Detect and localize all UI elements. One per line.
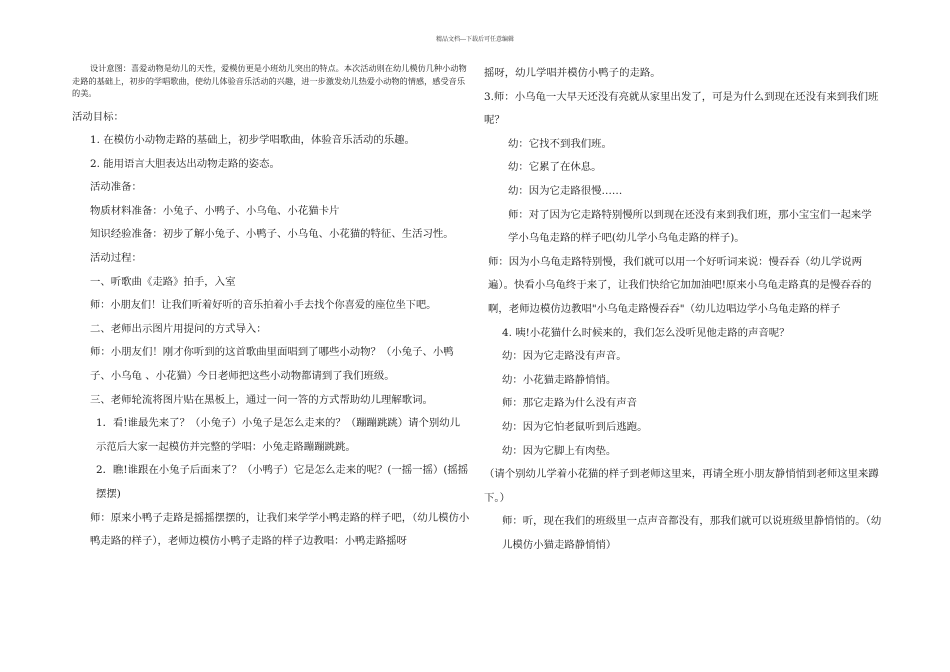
child-answer: 幼：因为它怕老鼠听到后逃跑。 — [502, 420, 648, 433]
duck-teacher-line: 师：原来小鸭子走路是摇摇摆摆的，让我们来学学小鸭走路的样子吧，（幼儿模仿小鸭走路的样子），老师边模仿小鸭子走路的样子边教唱：小鸭走路摇呀 — [90, 511, 470, 548]
goal-1: 1. 在模仿小动物走路的基础上，初步学唱歌曲，体验音乐活动的乐趣。 — [90, 134, 415, 147]
teacher-line: 师：听，现在我们的班级里一点声音都没有，那我们就可以说班级里静悄悄的。（幼儿模仿小猫走路静悄悄） — [502, 515, 882, 551]
design-intent: 设计意图：喜爱动物是幼儿的天性，爱模仿更是小班幼儿突出的特点。本次活动则在幼儿模仿几种小动物走路的基础上，初步的学唱歌曲，使幼儿体验音乐活动的兴趣，进一步激发幼儿热爱小动物的情感，感受音乐的美。 — [72, 63, 467, 98]
instruction-note: （请个别幼儿学着小花猫的样子到老师这里来，再请全班小朋友静悄悄到老师这里来蹲下。） — [484, 468, 879, 504]
teacher-line: 师：小朋友们！让我们听着好听的音乐拍着小手去找个你喜爱的座位坐下吧。 — [90, 300, 437, 312]
goals-heading: 活动目标： — [72, 110, 124, 123]
prep-heading: 活动准备： — [90, 181, 142, 194]
knowledge-prep: 知识经验准备：初步了解小兔子、小鸭子、小乌龟、小花猫的特征、生活习性。 — [90, 228, 454, 241]
child-answer: 幼：因为它脚上有肉垫。 — [502, 444, 617, 457]
goal-2: 2. 能用语言大胆表达出动物走路的姿态。 — [90, 157, 280, 170]
duck-item: 2．瞧!谁跟在小兔子后面来了？（小鸭子）它是怎么走来的呢？(一摇一摇）(摇摇摆摆) — [96, 464, 469, 500]
right-column — [484, 62, 882, 557]
child-answer: 幼：它累了在休息。 — [508, 161, 602, 174]
rabbit-item: 1．看!谁最先来了？（小兔子）小兔子是怎么走来的？（蹦蹦跳跳）请个别幼儿示范后大家一起模仿并完整的学唱：小兔走路蹦蹦跳跳。 — [96, 417, 461, 453]
page-header: 精品文档---下载后可任意编辑 — [435, 36, 515, 43]
step-3: 三、老师轮流将图片贴在黑板上，通过一问一答的方式帮助幼儿理解歌词。 — [90, 393, 433, 406]
process-heading: 活动过程： — [90, 252, 142, 265]
turtle-item: 3.师：小乌龟一大早天还没有亮就从家里出发了，可是为什么到现在还没有来到我们班呢？ — [484, 90, 879, 127]
step-1: 一、听歌曲《走路》拍手，入室 — [90, 275, 236, 288]
teacher-question: 师：小朋友们！刚才你听到的这首歌曲里面唱到了哪些小动物？（小兔子、小鸭子、小乌龟 、小花猫）今日老师把这些小动物都请到了我们班级。 — [90, 346, 454, 383]
duck-continuation: 摇呀，幼儿学唱并模仿小鸭子的走路。 — [484, 67, 661, 79]
teacher-line: 师：因为小乌龟走路特别慢，我们就可以用一个好听词来说：慢吞吞（幼儿学说两遍）。快看小乌龟终于来了，让我们快给它加加油吧!原来小乌龟走路真的是慢吞吞的啊，老师边模仿边教唱"小乌龟走路慢吞吞"（幼儿边唱边学小乌龟走路的样子 — [488, 255, 872, 315]
step-2: 二、老师出示图片用提问的方式导入： — [90, 322, 267, 335]
left-column — [72, 62, 470, 554]
child-answer: 幼：它找不到我们班。 — [508, 137, 612, 150]
material-prep: 物质材料准备：小兔子、小鸭子、小乌龟、小花猫卡片 — [90, 204, 340, 217]
child-answer: 幼：因为它走路很慢…… — [508, 184, 623, 197]
teacher-question: 师：那它走路为什么没有声音 — [502, 397, 638, 410]
child-answer: 幼：小花猫走路静悄悄。 — [502, 373, 617, 386]
child-answer: 幼：因为它走路没有声音。 — [502, 350, 627, 363]
teacher-line: 师：对了因为它走路特别慢所以到现在还没有来到我们班，那小宝宝们一起来学学小乌龟走路的样子吧(幼儿学小乌龟走路的样子)。 — [508, 208, 872, 245]
cat-item: 4. 咦!小花猫什么时候来的，我们怎么没听见他走路的声音呢？ — [502, 326, 790, 339]
